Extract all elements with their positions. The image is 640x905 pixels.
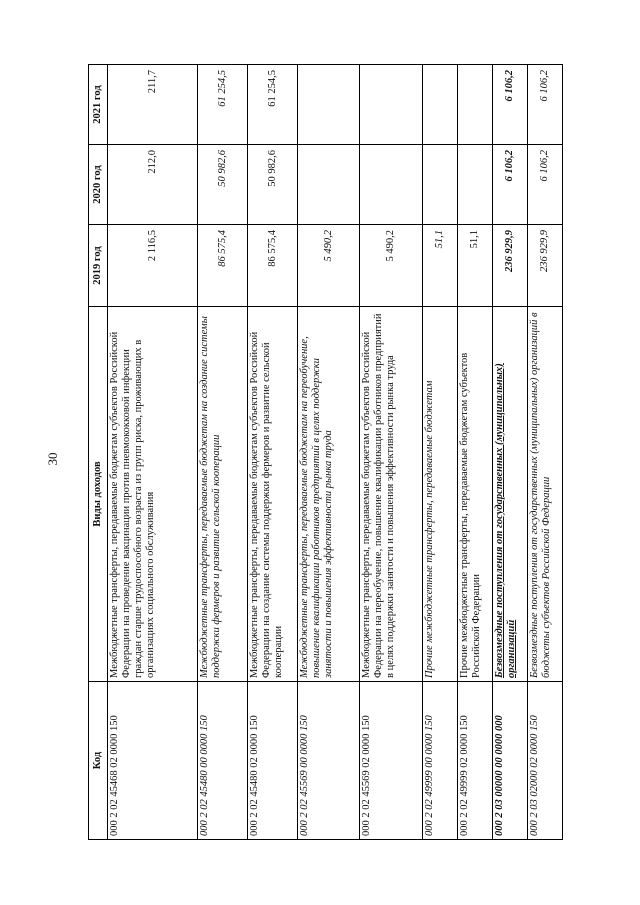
header-type: Виды доходов [89,307,108,682]
table-row [423,65,458,840]
header-2020: 2020 год [89,145,108,225]
row-value-2019: 236 929,9 [528,225,563,307]
table-row [298,65,360,840]
row-code: 000 2 03 00000 00 0000 000 [493,682,528,840]
row-value-2020: 212,0 [108,145,198,225]
header-code: Код [89,682,108,840]
row-code: 000 2 02 45569 02 0000 150 [360,682,423,840]
row-description: Межбюджетные трансферты, передаваемые бюджетам субъектов Российской Федерации на проведение вакцинации против пневмококковой инфекции граждан старше трудоспособного возраста из групп риска, проживающих в организациях социального обслуживания [108,307,198,682]
row-value-2019: 2 116,5 [108,225,198,307]
row-value-2020: 50 982,6 [248,145,298,225]
row-code: 000 2 02 49999 02 0000 150 [458,682,493,840]
table-row [493,65,528,840]
rotated-table-container [88,65,552,840]
row-value-2020: 50 982,6 [198,145,248,225]
row-description: Безвозмездные поступления от государственных (муниципальных) организаций [493,307,528,682]
row-description: Прочие межбюджетные трансферты, передаваемые бюджетам субъектов Российской Федерации [458,307,493,682]
row-value-2021 [298,65,360,145]
table-row [458,65,493,840]
row-value-2021: 211,7 [108,65,198,145]
row-value-2019: 236 929,9 [493,225,528,307]
row-value-2019: 86 575,4 [198,225,248,307]
row-value-2020 [360,145,423,225]
row-code: 000 2 03 02000 02 0000 150 [528,682,563,840]
row-value-2021 [423,65,458,145]
table-row [248,65,298,840]
header-2021: 2021 год [89,65,108,145]
table-row [108,65,198,840]
row-value-2020: 6 106,2 [528,145,563,225]
row-value-2019: 51,1 [423,225,458,307]
row-code: 000 2 02 45569 00 0000 150 [298,682,360,840]
row-description: Прочие межбюджетные трансферты, передаваемые бюджетам [423,307,458,682]
row-value-2021 [458,65,493,145]
table-row [198,65,248,840]
row-value-2021: 6 106,2 [493,65,528,145]
row-code: 000 2 02 45468 02 0000 150 [108,682,198,840]
table-header-row [89,65,108,840]
page-number: 30 [45,452,60,466]
row-description: Межбюджетные трансферты, передаваемые бюджетам на создание системы поддержки фермеров и развитие сельской кооперации [198,307,248,682]
row-value-2021: 61 254,5 [248,65,298,145]
row-description: Межбюджетные трансферты, передаваемые бюджетам субъектов Российской Федерации на переобучение, повышение квалификации работников предприятий в целях поддержки занятости и повышения эффективности рынка труда [360,307,423,682]
row-value-2020 [298,145,360,225]
row-code: 000 2 02 49999 00 0000 150 [423,682,458,840]
row-value-2021: 6 106,2 [528,65,563,145]
row-description: Безвозмездные поступления от государственных (муниципальных) организаций в бюджеты субъектов Российской Федерации [528,307,563,682]
row-code: 000 2 02 45480 00 0000 150 [198,682,248,840]
row-code: 000 2 02 45480 02 0000 150 [248,682,298,840]
row-value-2020: 6 106,2 [493,145,528,225]
row-value-2021: 61 254,5 [198,65,248,145]
row-value-2020 [423,145,458,225]
row-value-2019: 5 490,2 [298,225,360,307]
row-value-2019: 5 490,2 [360,225,423,307]
row-value-2021 [360,65,423,145]
row-value-2019: 51,1 [458,225,493,307]
row-value-2019: 86 575,4 [248,225,298,307]
row-description: Межбюджетные трансферты, передаваемые бюджетам субъектов Российской Федерации на создание системы поддержки фермеров и развитие сельской кооперации [248,307,298,682]
header-2019: 2019 год [89,225,108,307]
table-row [528,65,563,840]
revenue-table [88,64,563,840]
row-description: Межбюджетные трансферты, передаваемые бюджетам на переобучение, повышение квалификации работников предприятий в целях поддержки занятости и повышения эффективности рынка труда [298,307,360,682]
row-value-2020 [458,145,493,225]
table-row [360,65,423,840]
